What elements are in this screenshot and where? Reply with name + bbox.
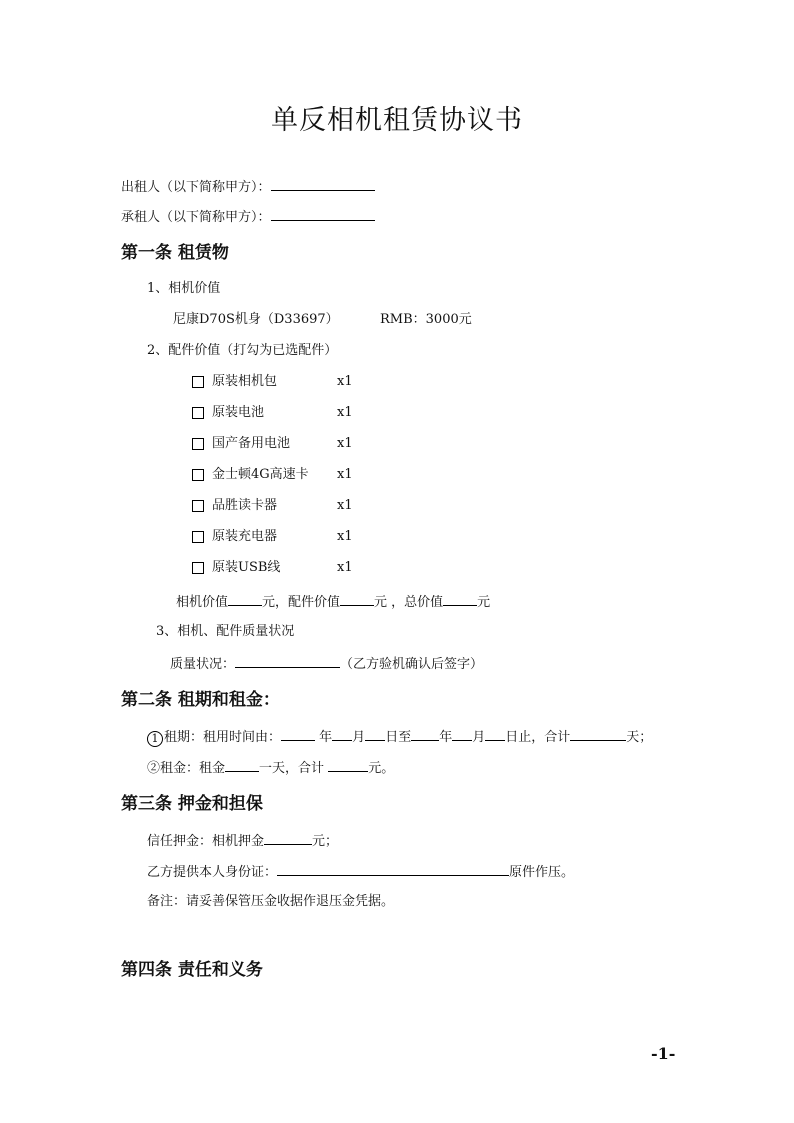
end-month-blank[interactable] (452, 727, 472, 741)
accessory-value-label: 2、配件价值（打勾为已选配件） (147, 343, 338, 358)
end-year-blank[interactable] (411, 727, 439, 741)
lessee-label: 承租人（以下简称甲方）： (121, 210, 271, 225)
lessee-blank[interactable] (271, 207, 375, 221)
rent-line (147, 758, 394, 778)
accessory-value-blank[interactable] (340, 592, 374, 606)
accessory-name: 品胜读卡器 (212, 498, 278, 513)
accessory-quantity: x1 (337, 529, 353, 544)
camera-value-label: 1、相机价值 (147, 281, 221, 296)
quality-label: 质量状况： (170, 657, 236, 672)
total-unit3: 元 (477, 595, 491, 610)
start-day-blank[interactable] (365, 727, 385, 741)
article2-heading: 第二条 租期和租金： (121, 690, 280, 710)
accessory-checkbox[interactable] (192, 500, 204, 512)
total-value-blank[interactable] (443, 592, 477, 606)
quality-note: （乙方验机确认后签字） (340, 657, 484, 672)
id-card-suffix: 原件作压。 (509, 865, 575, 880)
id-card-blank[interactable] (277, 862, 509, 876)
rent-mid: 一天，合计 (259, 761, 325, 776)
year-unit-2: 年 (439, 730, 453, 745)
quality-line (170, 654, 483, 674)
accessory-checkbox[interactable] (192, 531, 204, 543)
circled-number-1: 1 (147, 731, 163, 747)
article1-heading: 第一条 租赁物 (121, 243, 229, 263)
camera-value-blank[interactable] (228, 592, 262, 606)
accessory-row (0, 497, 794, 515)
rental-period-line (147, 727, 652, 747)
total-unit1: 元，配件价值 (262, 595, 341, 610)
accessory-row (0, 404, 794, 422)
accessory-quantity: x1 (337, 498, 353, 513)
quality-blank[interactable] (235, 654, 340, 668)
lessor-line (121, 177, 375, 197)
daily-rent-blank[interactable] (225, 758, 259, 772)
lessee-line (121, 207, 375, 227)
start-month-blank[interactable] (332, 727, 352, 741)
start-year-blank[interactable] (281, 727, 315, 741)
deposit-label: 信任押金：相机押金 (147, 834, 265, 849)
accessory-row (0, 559, 794, 577)
camera-name: 尼康D70S机身（D33697） (173, 312, 339, 327)
accessory-quantity: x1 (337, 467, 353, 482)
total-value-line (176, 592, 490, 612)
accessory-name: 原装电池 (212, 405, 265, 420)
accessory-name: 原装充电器 (212, 529, 278, 544)
accessory-row (0, 528, 794, 546)
total-camera-label: 相机价值 (176, 595, 229, 610)
day-end: 日止，合计 (505, 730, 571, 745)
accessory-checkbox[interactable] (192, 376, 204, 388)
total-rent-blank[interactable] (328, 758, 368, 772)
accessory-row (0, 466, 794, 484)
deposit-line (147, 831, 338, 851)
day-to: 日至 (385, 730, 412, 745)
id-card-label: 乙方提供本人身份证： (147, 865, 278, 880)
end-day-blank[interactable] (485, 727, 505, 741)
document-title: 单反相机租赁协议书 (271, 105, 523, 136)
circled-number-2: ② (147, 761, 161, 776)
accessory-quantity: x1 (337, 405, 353, 420)
quality-section-label: 3、相机、配件质量状况 (156, 624, 295, 639)
accessory-name: 国产备用电池 (212, 436, 291, 451)
accessory-checkbox[interactable] (192, 469, 204, 481)
article4-heading: 第四条 责任和义务 (121, 960, 263, 980)
camera-price: RMB：3000元 (380, 312, 472, 327)
total-unit2: 元 ，总价值 (374, 595, 444, 610)
accessory-quantity: x1 (337, 560, 353, 575)
month-unit-2: 月 (472, 730, 486, 745)
accessory-quantity: x1 (337, 436, 353, 451)
rent-unit: 元。 (368, 761, 395, 776)
deposit-blank[interactable] (264, 831, 312, 845)
lessor-blank[interactable] (271, 177, 375, 191)
accessory-quantity: x1 (337, 374, 353, 389)
page-number: -1- (651, 1044, 676, 1063)
deposit-note: 备注：请妥善保管压金收据作退压金凭据。 (147, 894, 395, 909)
period-label: 租期：租用时间由： (164, 730, 282, 745)
lessor-label: 出租人（以下简称甲方）： (121, 180, 271, 195)
accessory-row (0, 373, 794, 391)
rent-label: 租金：租金 (160, 761, 226, 776)
accessory-name: 原装相机包 (212, 374, 278, 389)
accessory-checkbox[interactable] (192, 562, 204, 574)
accessory-name: 金士顿4G高速卡 (212, 467, 309, 482)
days-unit: 天； (626, 730, 653, 745)
year-unit: 年 (319, 730, 333, 745)
deposit-unit: 元； (312, 834, 339, 849)
accessory-row (0, 435, 794, 453)
id-card-line (147, 862, 574, 882)
article3-heading: 第三条 押金和担保 (121, 794, 263, 814)
accessory-checkbox[interactable] (192, 407, 204, 419)
month-unit: 月 (352, 730, 366, 745)
accessory-name: 原装USB线 (212, 560, 281, 575)
total-days-blank[interactable] (570, 727, 626, 741)
accessory-checkbox[interactable] (192, 438, 204, 450)
